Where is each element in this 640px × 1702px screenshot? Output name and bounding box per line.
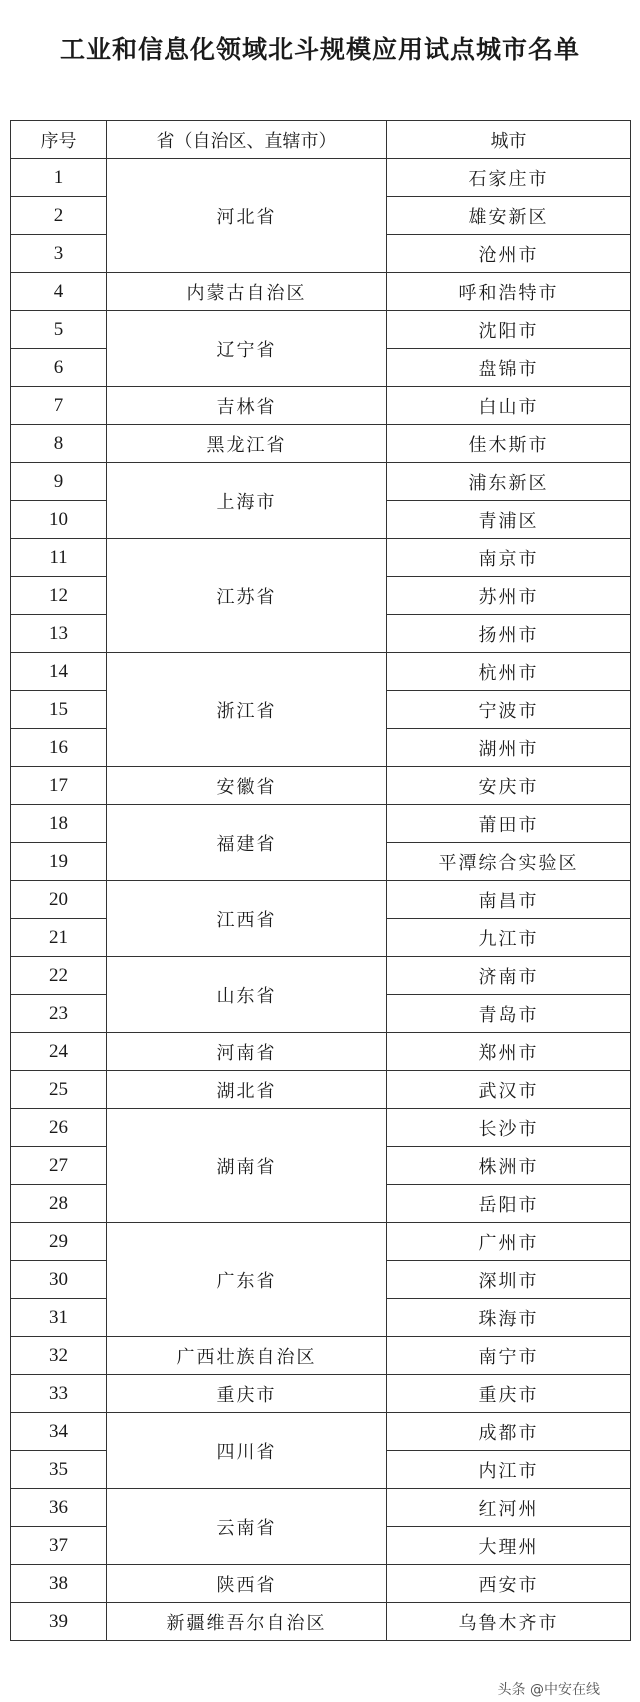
city-cell: 石家庄市 bbox=[387, 159, 631, 197]
city-cell: 盘锦市 bbox=[387, 349, 631, 387]
city-cell: 安庆市 bbox=[387, 767, 631, 805]
row-index: 24 bbox=[11, 1033, 107, 1071]
city-cell: 沈阳市 bbox=[387, 311, 631, 349]
city-cell: 苏州市 bbox=[387, 577, 631, 615]
row-index: 9 bbox=[11, 463, 107, 501]
province-cell: 河南省 bbox=[107, 1033, 387, 1071]
row-index: 35 bbox=[11, 1451, 107, 1489]
row-index: 23 bbox=[11, 995, 107, 1033]
table-row bbox=[11, 767, 631, 805]
province-cell: 吉林省 bbox=[107, 387, 387, 425]
table-row bbox=[11, 1413, 631, 1451]
province-cell: 辽宁省 bbox=[107, 311, 387, 387]
province-cell: 河北省 bbox=[107, 159, 387, 273]
row-index: 10 bbox=[11, 501, 107, 539]
city-cell: 青岛市 bbox=[387, 995, 631, 1033]
province-cell: 上海市 bbox=[107, 463, 387, 539]
row-index: 3 bbox=[11, 235, 107, 273]
city-cell: 湖州市 bbox=[387, 729, 631, 767]
row-index: 34 bbox=[11, 1413, 107, 1451]
row-index: 17 bbox=[11, 767, 107, 805]
city-cell: 内江市 bbox=[387, 1451, 631, 1489]
row-index: 19 bbox=[11, 843, 107, 881]
province-cell: 广西壮族自治区 bbox=[107, 1337, 387, 1375]
header-city: 城市 bbox=[387, 121, 631, 159]
city-cell: 武汉市 bbox=[387, 1071, 631, 1109]
table-row bbox=[11, 539, 631, 577]
city-cell: 佳木斯市 bbox=[387, 425, 631, 463]
province-cell: 云南省 bbox=[107, 1489, 387, 1565]
city-cell: 莆田市 bbox=[387, 805, 631, 843]
row-index: 30 bbox=[11, 1261, 107, 1299]
city-cell: 青浦区 bbox=[387, 501, 631, 539]
row-index: 28 bbox=[11, 1185, 107, 1223]
table-row bbox=[11, 881, 631, 919]
city-cell: 九江市 bbox=[387, 919, 631, 957]
table-row bbox=[11, 1223, 631, 1261]
city-cell: 重庆市 bbox=[387, 1375, 631, 1413]
row-index: 29 bbox=[11, 1223, 107, 1261]
table-row bbox=[11, 1565, 631, 1603]
row-index: 22 bbox=[11, 957, 107, 995]
header-index: 序号 bbox=[11, 121, 107, 159]
city-cell: 大理州 bbox=[387, 1527, 631, 1565]
table-row bbox=[11, 311, 631, 349]
city-cell: 宁波市 bbox=[387, 691, 631, 729]
city-cell: 南宁市 bbox=[387, 1337, 631, 1375]
table-row bbox=[11, 1071, 631, 1109]
city-cell: 株洲市 bbox=[387, 1147, 631, 1185]
province-cell: 福建省 bbox=[107, 805, 387, 881]
city-cell: 白山市 bbox=[387, 387, 631, 425]
table-row bbox=[11, 1109, 631, 1147]
row-index: 32 bbox=[11, 1337, 107, 1375]
table-row bbox=[11, 805, 631, 843]
city-cell: 南京市 bbox=[387, 539, 631, 577]
row-index: 25 bbox=[11, 1071, 107, 1109]
table-row bbox=[11, 1489, 631, 1527]
city-cell: 广州市 bbox=[387, 1223, 631, 1261]
province-cell: 湖北省 bbox=[107, 1071, 387, 1109]
city-cell: 南昌市 bbox=[387, 881, 631, 919]
table-row bbox=[11, 1337, 631, 1375]
row-index: 6 bbox=[11, 349, 107, 387]
table-row bbox=[11, 425, 631, 463]
row-index: 31 bbox=[11, 1299, 107, 1337]
city-cell: 成都市 bbox=[387, 1413, 631, 1451]
province-cell: 黑龙江省 bbox=[107, 425, 387, 463]
province-cell: 广东省 bbox=[107, 1223, 387, 1337]
table-body bbox=[11, 159, 631, 1641]
row-index: 20 bbox=[11, 881, 107, 919]
row-index: 18 bbox=[11, 805, 107, 843]
province-cell: 四川省 bbox=[107, 1413, 387, 1489]
row-index: 8 bbox=[11, 425, 107, 463]
row-index: 14 bbox=[11, 653, 107, 691]
province-cell: 湖南省 bbox=[107, 1109, 387, 1223]
city-cell: 岳阳市 bbox=[387, 1185, 631, 1223]
row-index: 37 bbox=[11, 1527, 107, 1565]
table-row bbox=[11, 159, 631, 197]
row-index: 36 bbox=[11, 1489, 107, 1527]
province-cell: 江苏省 bbox=[107, 539, 387, 653]
row-index: 13 bbox=[11, 615, 107, 653]
city-cell: 浦东新区 bbox=[387, 463, 631, 501]
table-row bbox=[11, 387, 631, 425]
row-index: 1 bbox=[11, 159, 107, 197]
province-cell: 江西省 bbox=[107, 881, 387, 957]
city-cell: 沧州市 bbox=[387, 235, 631, 273]
row-index: 38 bbox=[11, 1565, 107, 1603]
table-row bbox=[11, 957, 631, 995]
table-row bbox=[11, 273, 631, 311]
table-row bbox=[11, 1033, 631, 1071]
header-province: 省（自治区、直辖市） bbox=[107, 121, 387, 159]
row-index: 27 bbox=[11, 1147, 107, 1185]
row-index: 11 bbox=[11, 539, 107, 577]
row-index: 12 bbox=[11, 577, 107, 615]
city-cell: 西安市 bbox=[387, 1565, 631, 1603]
province-cell: 陕西省 bbox=[107, 1565, 387, 1603]
row-index: 26 bbox=[11, 1109, 107, 1147]
row-index: 4 bbox=[11, 273, 107, 311]
province-cell: 山东省 bbox=[107, 957, 387, 1033]
province-cell: 内蒙古自治区 bbox=[107, 273, 387, 311]
row-index: 39 bbox=[11, 1603, 107, 1641]
table-row bbox=[11, 463, 631, 501]
city-cell: 平潭综合实验区 bbox=[387, 843, 631, 881]
city-cell: 济南市 bbox=[387, 957, 631, 995]
city-cell: 雄安新区 bbox=[387, 197, 631, 235]
city-cell: 珠海市 bbox=[387, 1299, 631, 1337]
city-cell: 红河州 bbox=[387, 1489, 631, 1527]
row-index: 21 bbox=[11, 919, 107, 957]
page-title: 工业和信息化领域北斗规模应用试点城市名单 bbox=[59, 35, 580, 64]
city-cell: 杭州市 bbox=[387, 653, 631, 691]
row-index: 7 bbox=[11, 387, 107, 425]
pilot-city-table bbox=[10, 120, 631, 1641]
city-cell: 郑州市 bbox=[387, 1033, 631, 1071]
province-cell: 安徽省 bbox=[107, 767, 387, 805]
city-cell: 乌鲁木齐市 bbox=[387, 1603, 631, 1641]
row-index: 2 bbox=[11, 197, 107, 235]
table-row bbox=[11, 1375, 631, 1413]
province-cell: 重庆市 bbox=[107, 1375, 387, 1413]
row-index: 5 bbox=[11, 311, 107, 349]
province-cell: 新疆维吾尔自治区 bbox=[107, 1603, 387, 1641]
source-watermark: 头条 @中安在线 bbox=[494, 1679, 604, 1699]
row-index: 15 bbox=[11, 691, 107, 729]
row-index: 16 bbox=[11, 729, 107, 767]
row-index: 33 bbox=[11, 1375, 107, 1413]
city-cell: 深圳市 bbox=[387, 1261, 631, 1299]
table-header-row bbox=[11, 121, 631, 159]
city-cell: 长沙市 bbox=[387, 1109, 631, 1147]
city-cell: 扬州市 bbox=[387, 615, 631, 653]
table-row bbox=[11, 1603, 631, 1641]
province-cell: 浙江省 bbox=[107, 653, 387, 767]
city-cell: 呼和浩特市 bbox=[387, 273, 631, 311]
table-row bbox=[11, 653, 631, 691]
